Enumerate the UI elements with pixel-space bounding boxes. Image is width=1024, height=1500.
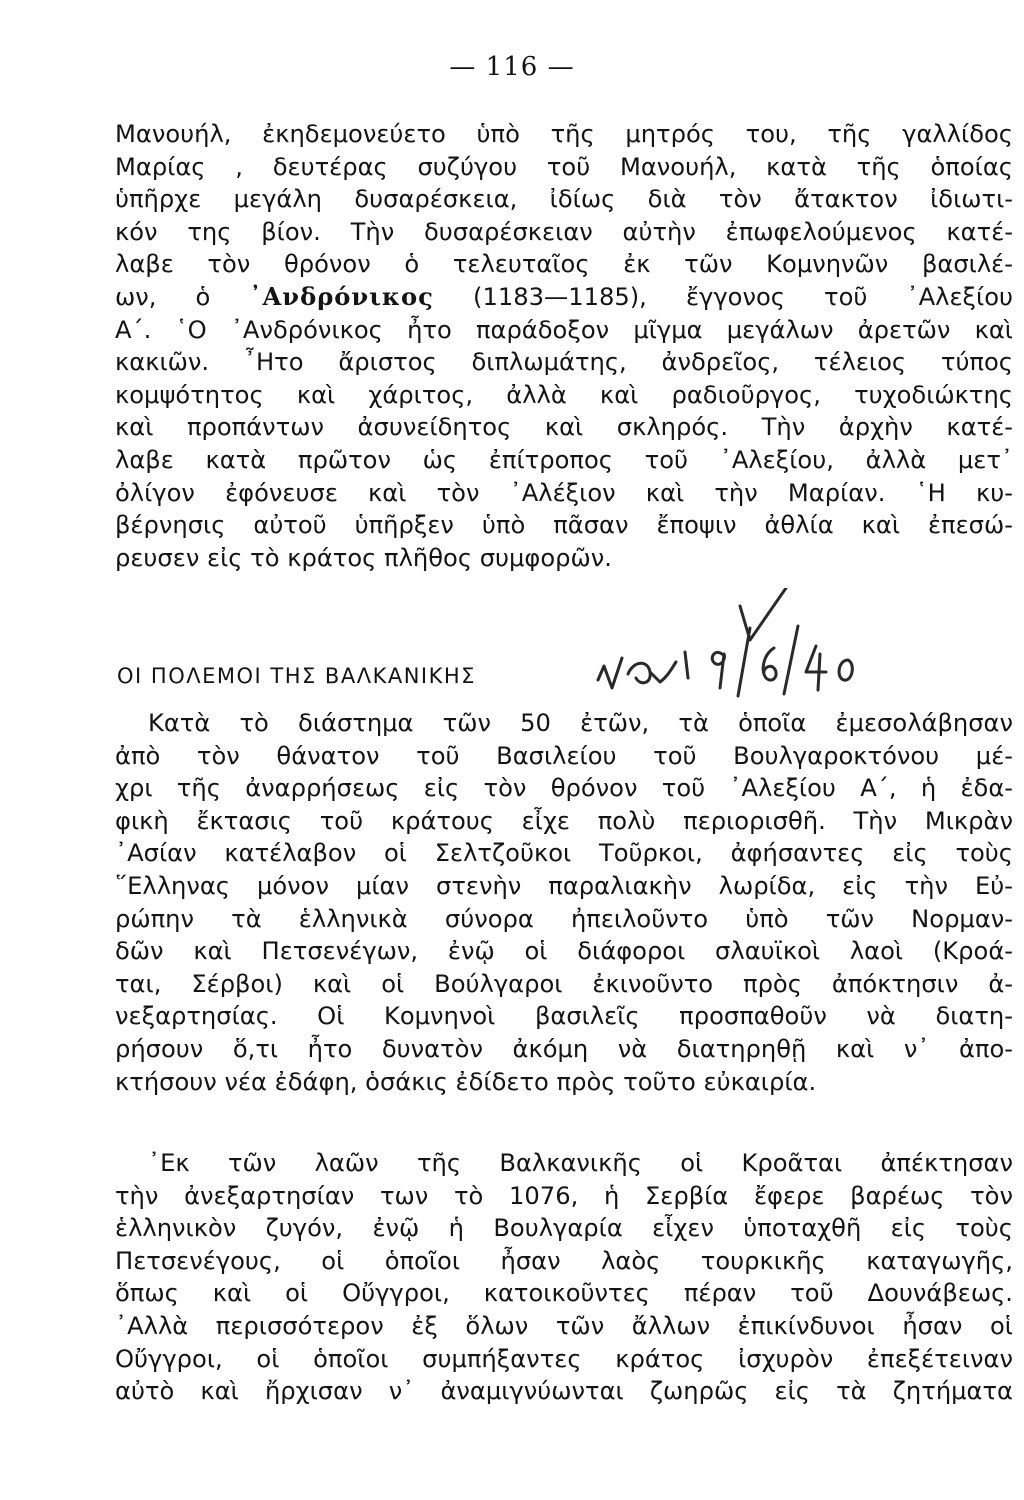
text-line: ρώπην τὰ ἑλληνικὰ σύνορα ἠπειλοῦντο ὑπὸ τῶν Νορμαν-	[115, 904, 1013, 933]
text-line: ἀπὸ τὸν θάνατον τοῦ Βασιλείου τοῦ Βουλγαροκτόνου μέ-	[115, 741, 1013, 770]
text-line: δῶν καὶ Πετσενέγων, ἐνῷ οἱ διάφοροι σλαυϊκοὶ λαοὶ (Κροά-	[115, 937, 1013, 966]
text-line: ἑλληνικὸν ζυγόν, ἐνῷ ἡ Βουλγαρία εἶχεν ὑποταχθῆ εἰς τοὺς	[115, 1214, 1013, 1243]
page-number: — 116 —	[449, 52, 575, 82]
text-line: χρι τῆς ἀναρρήσεως εἰς τὸν θρόνον τοῦ ᾿Αλεξίου Α΄, ἡ ἐδα-	[115, 774, 1013, 803]
text-line: αὐτὸ καὶ ἤρχισαν ν᾿ ἀναμιγνύωνται ζωηρῶς εἰς τὰ ζητήματα	[115, 1377, 1013, 1406]
text-fragment: ων, ὁ	[115, 282, 250, 311]
text-line: λαβε κατὰ πρῶτον ὡς ἐπίτροπος τοῦ ᾿Αλεξίου, ἀλλὰ μετ᾿	[115, 445, 1013, 474]
paragraph-andronikos	[115, 118, 1013, 574]
text-line: ᾿Ασίαν κατέλαβον οἱ Σελτζοῦκοι Τοῦρκοι, ἀφήσαντες εἰς τοὺς	[115, 839, 1013, 868]
text-line: ρευσεν εἰς τὸ κράτος πλῆθος συμφορῶν.	[115, 543, 612, 572]
text-line: βέρνησις αὐτοῦ ὑπῆρξεν ὑπὸ πᾶσαν ἔποψιν ἀθλία καὶ ἐπεσώ-	[115, 511, 1013, 540]
text-line: νεξαρτησίας. Οἱ Κομνηνοὶ βασιλεῖς προσπαθοῦν νὰ διατη-	[115, 1002, 1013, 1031]
text-line: Μανουήλ, ἐκηδεμονεύετο ὑπὸ τῆς μητρός του, τῆς γαλλίδος	[115, 120, 1013, 148]
text-line: ᾿Εκ τῶν λαῶν τῆς Βαλκανικῆς οἱ Κροᾶται ἀπέκτησαν	[148, 1149, 1013, 1177]
text-line: ᾿Αλλὰ περισσότερον ἐξ ὅλων τῶν ἄλλων ἐπικίνδυνοι ἦσαν οἱ	[115, 1311, 1013, 1340]
handwritten-note-text: ναι 9/6/40	[590, 588, 596, 589]
emphasized-name: ᾿Ανδρόνικος	[249, 281, 434, 311]
text-line: φικὴ ἔκτασις τοῦ κράτους εἶχε πολὺ περιορισθῆ. Τὴν Μικρὰν	[115, 806, 1013, 835]
section-heading: ΟΙ ΠΟΛΕΜΟΙ ΤΗΣ ΒΑΛΚΑΝΙΚΗΣ	[117, 664, 476, 688]
handwritten-annotation	[590, 588, 920, 718]
text-line: Κατὰ τὸ διάστημα τῶν 50 ἐτῶν, τὰ ὁποῖα ἐμεσολάβησαν	[148, 709, 1013, 737]
text-line: κτήσουν νέα ἐδάφη, ὁσάκις ἐδίδετο πρὸς τοῦτο εὐκαιρία.	[115, 1067, 817, 1096]
text-line: τὴν ἀνεξαρτησίαν των τὸ 1076, ἡ Σερβία ἔφερε βαρέως τὸν	[115, 1181, 1013, 1210]
text-line: ὑπῆρχε μεγάλη δυσαρέσκεια, ἰδίως διὰ τὸν ἄτακτον ἰδιωτι-	[115, 185, 1013, 214]
text-line: ὀλίγον ἐφόνευσε καὶ τὸν ᾿Αλέξιον καὶ τὴν Μαρίαν. ῾Η κυ-	[115, 478, 1013, 507]
text-line: κακιῶν. ῏Ητο ἄριστος διπλωμάτης, ἀνδρεῖος, τέλειος τύπος	[115, 348, 1013, 377]
text-fragment: (1183—1185), ἔγγονος τοῦ ᾿Αλεξίου	[433, 282, 1013, 311]
text-line: ῞Ελληνας μόνον μίαν στενὴν παραλιακὴν λωρίδα, εἰς τὴν Εὐ-	[115, 871, 1013, 900]
text-line: ὅπως καὶ οἱ Οὔγγροι, κατοικοῦντες πέραν τοῦ Δουνάβεως.	[115, 1279, 1013, 1308]
text-line: Α΄. ῾Ο ᾿Ανδρόνικος ἦτο παράδοξον μῖγμα μεγάλων ἀρετῶν καὶ	[115, 315, 1013, 344]
text-line: κόν της βίον. Τὴν δυσαρέσκειαν αὐτὴν ἐπωφελούμενος κατέ-	[115, 217, 1013, 246]
text-line: Οὔγγροι, οἱ ὁποῖοι συμπήξαντες κράτος ἰσχυρὸν ἐπεξέτειναν	[115, 1344, 1013, 1373]
text-line: Πετσενέγους, οἱ ὁποῖοι ἦσαν λαὸς τουρκικῆς καταγωγῆς,	[115, 1246, 1013, 1275]
text-line: καὶ προπάντων ἀσυνείδητος καὶ σκληρός. Τὴν ἀρχὴν κατέ-	[115, 413, 1013, 442]
paragraph-balkan-peoples	[115, 1147, 1013, 1408]
text-line: ρήσουν ὅ,τι ἦτο δυνατὸν ἀκόμη νὰ διατηρηθῇ καὶ ν᾿ ἀπο-	[115, 1034, 1013, 1063]
text-line: ται, Σέρβοι) καὶ οἱ Βούλγαροι ἐκινοῦντο πρὸς ἀπόκτησιν ἀ-	[115, 969, 1013, 998]
text-line: λαβε τὸν θρόνον ὁ τελευταῖος ἐκ τῶν Κομνηνῶν βασιλέ-	[115, 250, 1013, 279]
text-line: κομψότητος καὶ χάριτος, ἀλλὰ καὶ ραδιοῦργος, τυχοδιώκτης	[115, 380, 1013, 409]
text-line-with-name	[115, 281, 1013, 314]
text-line: Μαρίας , δευτέρας συζύγου τοῦ Μανουήλ, κατὰ τῆς ὁποίας	[115, 152, 1013, 181]
paragraph-balkan-wars	[115, 707, 1013, 1098]
